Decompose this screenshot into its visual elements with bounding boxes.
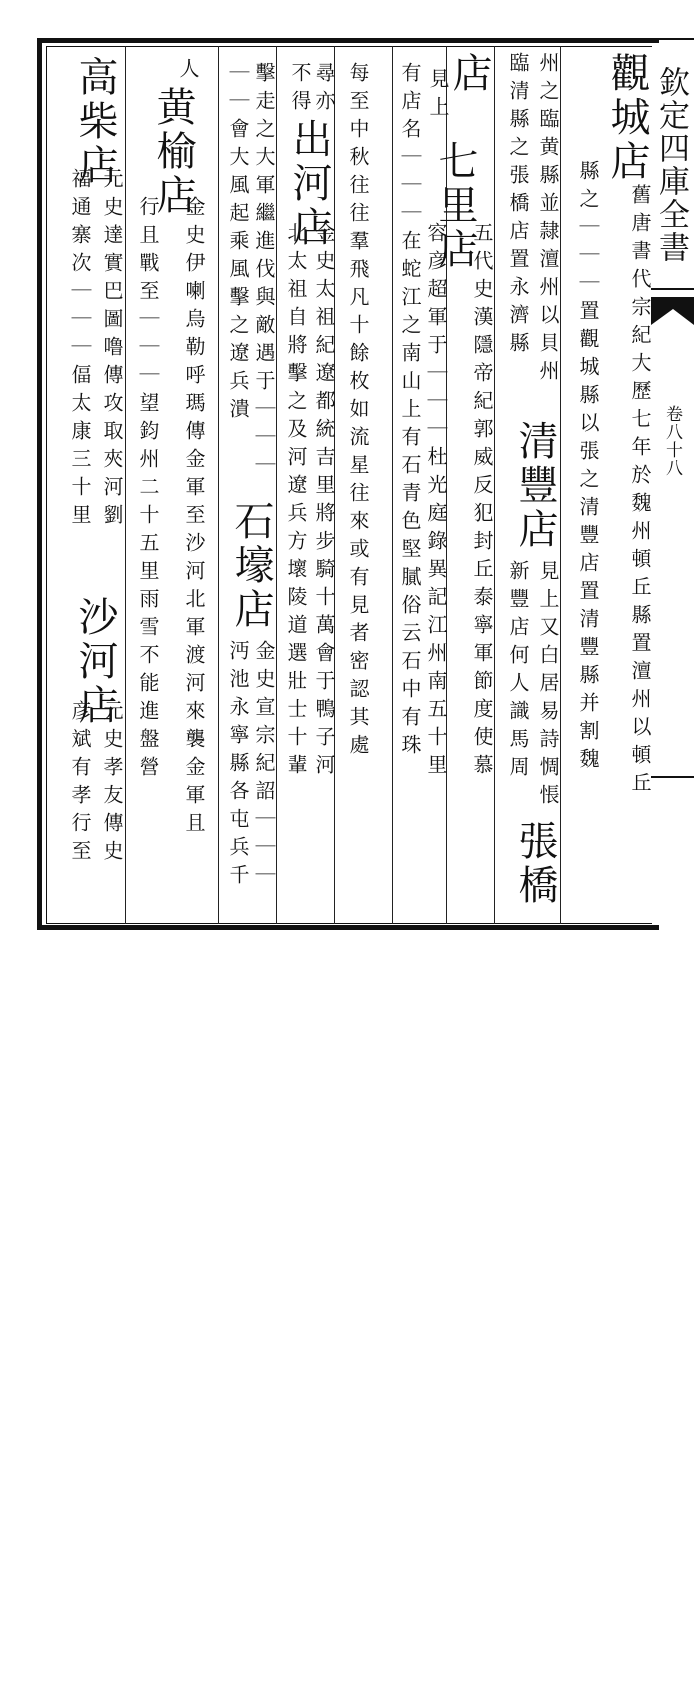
annotation-line: 北太祖自將擊之及河遼兵方壞陵道選壯士十輩	[284, 222, 308, 782]
annotation-line: 舊唐書代宗紀大歷七年於魏州頓丘縣置澶州以頓丘	[628, 184, 652, 800]
margin-book-title: 欽定四庫全書	[653, 66, 689, 264]
text-column	[340, 62, 370, 934]
column-rule	[125, 46, 126, 924]
text-column	[420, 68, 450, 128]
margin-top-line	[651, 38, 694, 40]
annotation-line: ｜｜會大風起乘風擊之遼兵潰	[226, 62, 250, 426]
entry-heading: 高柴店	[72, 56, 118, 188]
text-column	[278, 222, 308, 1094]
annotation-line: 沔池永寧縣各屯兵千	[226, 640, 250, 892]
annotation-line: 元史達實巴圖噜傳攻取夾河劉	[100, 168, 124, 532]
annotation-line: 人	[176, 58, 200, 86]
annotation-line: 見上	[426, 68, 450, 124]
entry-heading-tail: 店	[446, 52, 492, 96]
text-column	[176, 196, 206, 1068]
entry-heading: 七里店	[432, 140, 478, 272]
annotation-line: 元史孝友傳史	[100, 700, 124, 868]
annotation-line: 福通寨次｜｜｜偪太康三十里	[68, 168, 92, 532]
annotation-line: 不得	[288, 62, 312, 118]
entry-heading: 黄榆店	[150, 86, 196, 218]
annotation-line: 見上又白居易詩惆悵	[536, 560, 560, 812]
annotation-line: 五代史漢隱帝紀郭威反犯封丘泰寧軍節度使慕	[470, 222, 494, 782]
text-column	[446, 222, 494, 1094]
text-column	[130, 196, 160, 1068]
column-rule	[276, 46, 277, 924]
annotation-line: 每至中秋往往羣飛凡十餘枚如流星往來或有見者密認其處	[346, 62, 370, 762]
text-column	[62, 700, 92, 1572]
fishtail-mark-icon	[651, 285, 694, 335]
text-column	[94, 700, 124, 1572]
annotation-line: 尋亦	[312, 62, 336, 118]
text-column	[306, 222, 336, 1094]
text-column	[392, 62, 422, 934]
text-column	[560, 160, 600, 1032]
margin-bottom-line	[651, 776, 694, 778]
annotation-line: 行且戰至｜｜｜望鈞州二十五里雨雪不能進盤營	[136, 196, 160, 784]
annotation-line: 臨清縣之張橋店置永濟縣	[506, 52, 530, 360]
text-column	[496, 820, 560, 1692]
entry-heading: 石壕店	[228, 500, 274, 632]
annotation-line: 容彦超軍于｜｜｜杜光庭錄異記江州南五十里	[424, 222, 448, 782]
annotation-line: 金史宣宗紀詔｜｜｜	[252, 640, 276, 892]
text-column	[246, 640, 276, 1512]
margin-volume-number: 卷八十八	[662, 405, 682, 477]
entry-heading: 清豐店	[512, 420, 558, 552]
column-rule	[494, 46, 495, 924]
text-column	[220, 640, 250, 1512]
annotation-line: 金史伊喇烏勒呼瑪傳金軍至沙河北軍渡河來襲金軍且	[182, 196, 206, 840]
entry-heading: 觀城店	[604, 52, 650, 184]
entry-heading: 出河店	[286, 118, 332, 250]
entry-heading: 張橋	[512, 820, 558, 908]
annotation-line: 有店名｜｜｜在蛇江之南山上有石青色堅膩俗云石中有珠	[398, 62, 422, 762]
annotation-line: 彦斌有孝行至	[68, 700, 92, 868]
annotation-line: 州之臨黄縣並隷澶州以貝州	[536, 52, 560, 388]
text-column	[418, 222, 448, 1094]
annotation-line: 擊走之大軍繼進伐與敵遇于｜｜｜	[252, 62, 276, 482]
annotation-line: 縣之｜｜｜置觀城縣以張之清豐店置清豐縣并割魏	[576, 160, 600, 776]
annotation-line: 金史太祖紀遼都統吉里將步騎十萬會于鴨子河	[312, 222, 336, 782]
entry-heading: 沙河店	[72, 596, 118, 728]
annotation-line: 新豐店何人識馬周	[506, 560, 530, 784]
